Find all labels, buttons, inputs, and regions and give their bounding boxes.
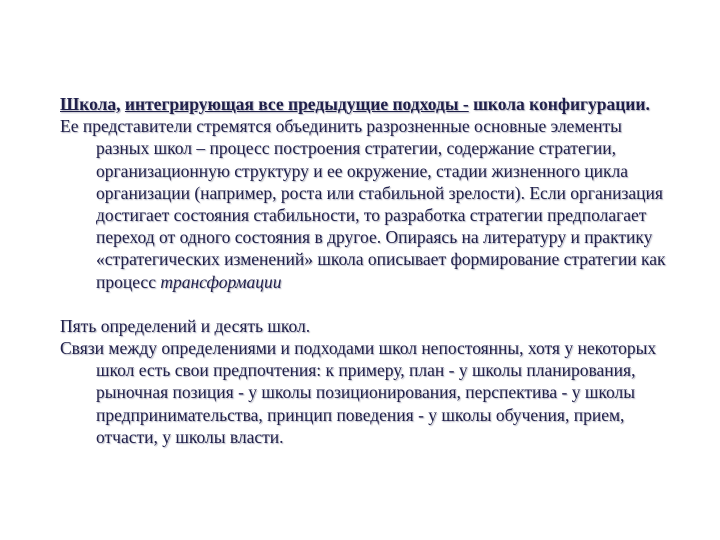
definitions-links-text: Связи между определениями и подходами школ непостоянны, хотя у некоторых школ есть свои предпочтения: к примеру, план - у школы планирования, рыночная позиция - у школы позиционирования, перспектива - у школы предпринимательства, принцип поведения - у школы обучения, прием, отчасти, у школы власти. <box>60 338 657 447</box>
paragraph-spacer <box>60 293 672 315</box>
heading-school-word: Школа, <box>60 94 121 114</box>
five-definitions-text: Пять определений и десять школ. <box>60 315 311 336</box>
definitions-links-paragraph <box>60 337 672 448</box>
heading-integrating-approaches: интегрирующая все предыдущие подходы - <box>124 94 469 114</box>
configuration-description-text: Ее представители стремятся объединить разрозненные основные элементы разных школ – процесс построения стратегии, содержание стратегии, организационную структуру и ее окружение, стадии жизненного цикла организации (например, роста или стабильной зрелости). Если организация достигает состояния стабильности, то разработка стратегии предполагает переход от одного состояния в другое. Опираясь на литературу и практику «стратегических изменений» школа описывает формирование стратегии как процесс <box>60 116 666 292</box>
heading-configuration-school: школа конфигурации. <box>468 94 650 114</box>
slide-content <box>60 93 672 448</box>
transformation-word: трансформации <box>160 271 282 292</box>
heading-paragraph <box>60 93 672 115</box>
five-definitions-paragraph <box>60 315 672 337</box>
configuration-description-paragraph <box>60 115 672 293</box>
